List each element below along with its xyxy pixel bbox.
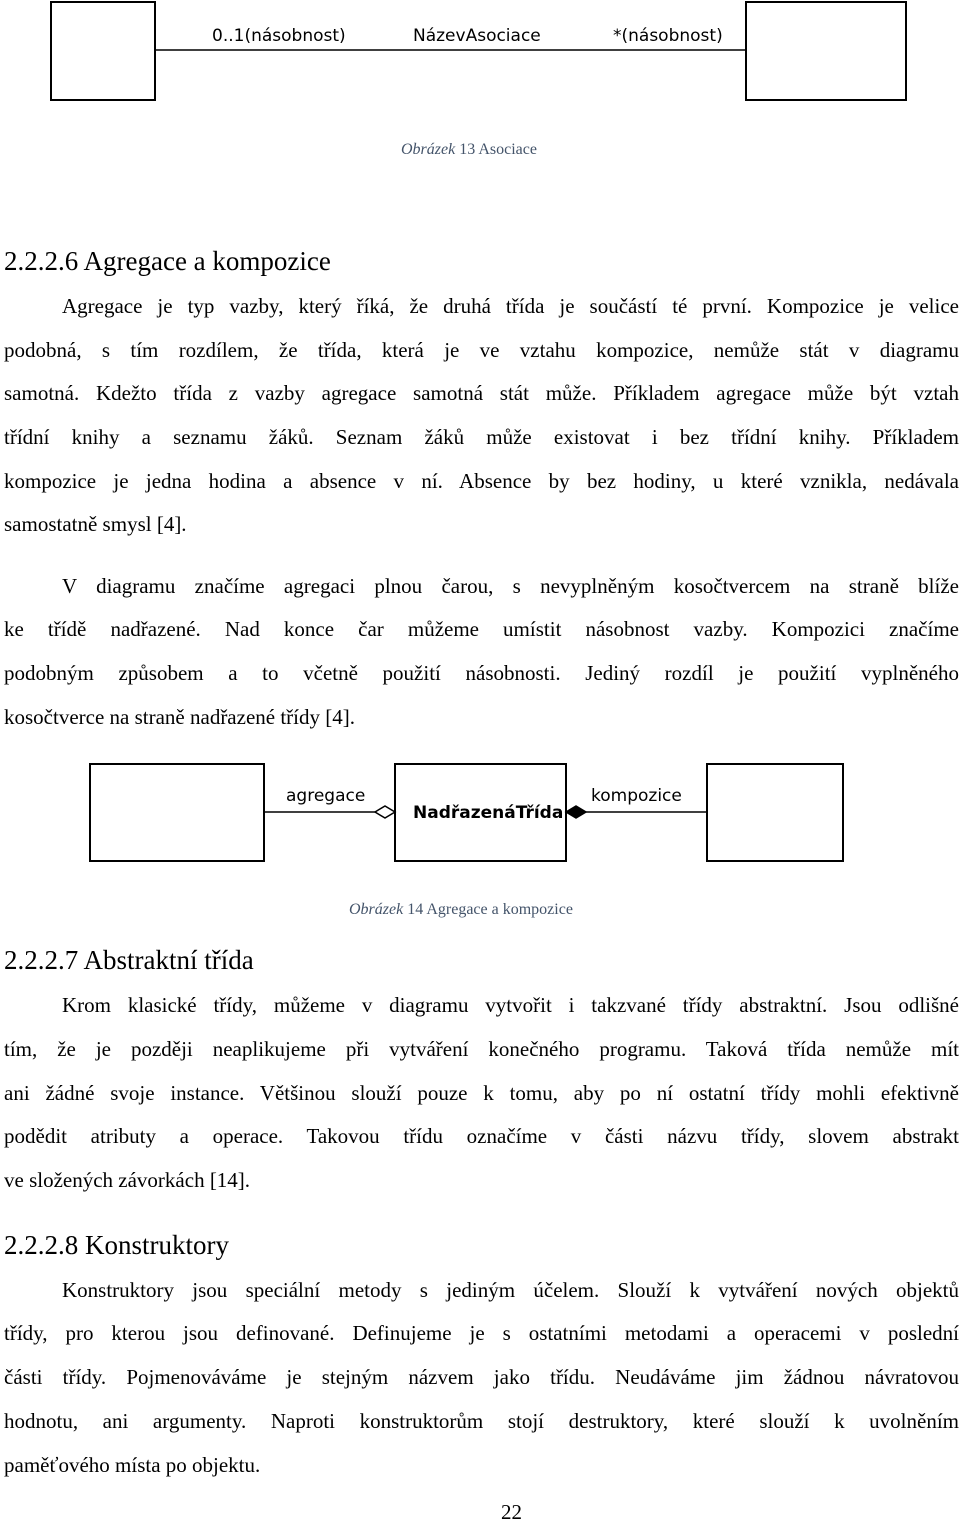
section-heading-2227: 2.2.2.7 Abstraktní třída	[4, 945, 254, 975]
paragraph-line: Agregace je typ vazby, který říká, že druhá třída je součástí té první. Kompozice je velice	[62, 294, 959, 318]
paragraph-line: Krom klasické třídy, můžeme v diagramu vytvořit i takzvané třídy abstraktní. Jsou odlišné	[62, 993, 959, 1017]
paragraph-line: podědit atributy a operace. Takovou třídu označíme v části názvu třídy, slovem abstrakt	[4, 1124, 959, 1148]
filled-diamond-icon	[566, 806, 586, 818]
right-multiplicity-label: *(násobnost)	[613, 26, 723, 46]
paragraph-line: Konstruktory jsou speciální metody s jediným účelem. Slouží k vytváření nových objektů	[62, 1278, 959, 1302]
paragraph-line: ve složených závorkách [14].	[4, 1168, 251, 1192]
caption-prefix: Obrázek	[401, 141, 456, 158]
paragraph-line: ani žádné svoje instance. Většinou slouží pouze k tomu, aby po ní ostatní třídy mohli efektivně	[4, 1081, 959, 1105]
composition-child-class-box	[707, 764, 843, 861]
hollow-diamond-icon	[375, 806, 395, 818]
parent-class-name: NadřazenáTřída	[413, 803, 564, 823]
caption-text: 13 Asociace	[455, 141, 537, 158]
paragraph-line: kosočtverce na straně nadřazené třídy [4].	[4, 705, 355, 729]
caption-prefix: Obrázek	[349, 901, 404, 918]
figure-14-caption	[349, 901, 573, 919]
section-heading-2228: 2.2.2.8 Konstruktory	[4, 1230, 229, 1260]
paragraph-line: samostatně smysl [4].	[4, 512, 187, 536]
paragraph-line: tím, že je později neaplikujeme při vytváření konečného programu. Taková třída nemůže mít	[4, 1037, 959, 1061]
paragraph-line: paměťového místa po objektu.	[4, 1453, 261, 1477]
paragraph-line: V diagramu značíme agregaci plnou čarou, s nevyplněným kosočtvercem na straně blíže	[62, 574, 959, 598]
composition-label: kompozice	[591, 786, 682, 806]
section-heading-2226: 2.2.2.6 Agregace a kompozice	[4, 246, 331, 276]
page-number: 22	[501, 1500, 522, 1524]
left-multiplicity-label: 0..1(násobnost)	[212, 26, 346, 46]
paragraph-line: ke třídě nadřazené. Nad konce čar můžeme umístit násobnost vazby. Kompozici značíme	[4, 617, 959, 641]
paragraph-line: části třídy. Pojmenováváme je stejným názvem jako třídu. Neudáváme jim žádnou návratovou	[4, 1365, 959, 1389]
paragraph-line: hodnotu, ani argumenty. Naproti konstruktorům stojí destruktory, které slouží k uvolněním	[4, 1409, 959, 1433]
paragraph-line: podobným způsobem a to včetně použití násobnosti. Jediný rozdíl je použití vyplněného	[4, 661, 959, 685]
paragraph-line: kompozice je jedna hodina a absence v ní. Absence by bez hodiny, u které vznikla, nedávala	[4, 469, 959, 493]
paragraph-line: samotná. Kdežto třída z vazby agregace samotná stát může. Příkladem agregace může být vztah	[4, 381, 959, 405]
aggregation-child-class-box	[90, 764, 264, 861]
caption-text: 14 Agregace a kompozice	[403, 901, 573, 918]
association-name-label: NázevAsociace	[413, 26, 541, 46]
paragraph-line: podobná, s tím rozdílem, že třída, která je ve vztahu kompozice, nemůže stát v diagramu	[4, 338, 959, 362]
aggregation-label: agregace	[286, 786, 366, 806]
paragraph-line: třídní knihy a seznamu žáků. Seznam žáků může existovat i bez třídní knihy. Příkladem	[4, 425, 959, 449]
paragraph-line: třídy, pro kterou jsou definované. Definujeme je s ostatními metodami a operacemi v poslední	[4, 1321, 959, 1345]
